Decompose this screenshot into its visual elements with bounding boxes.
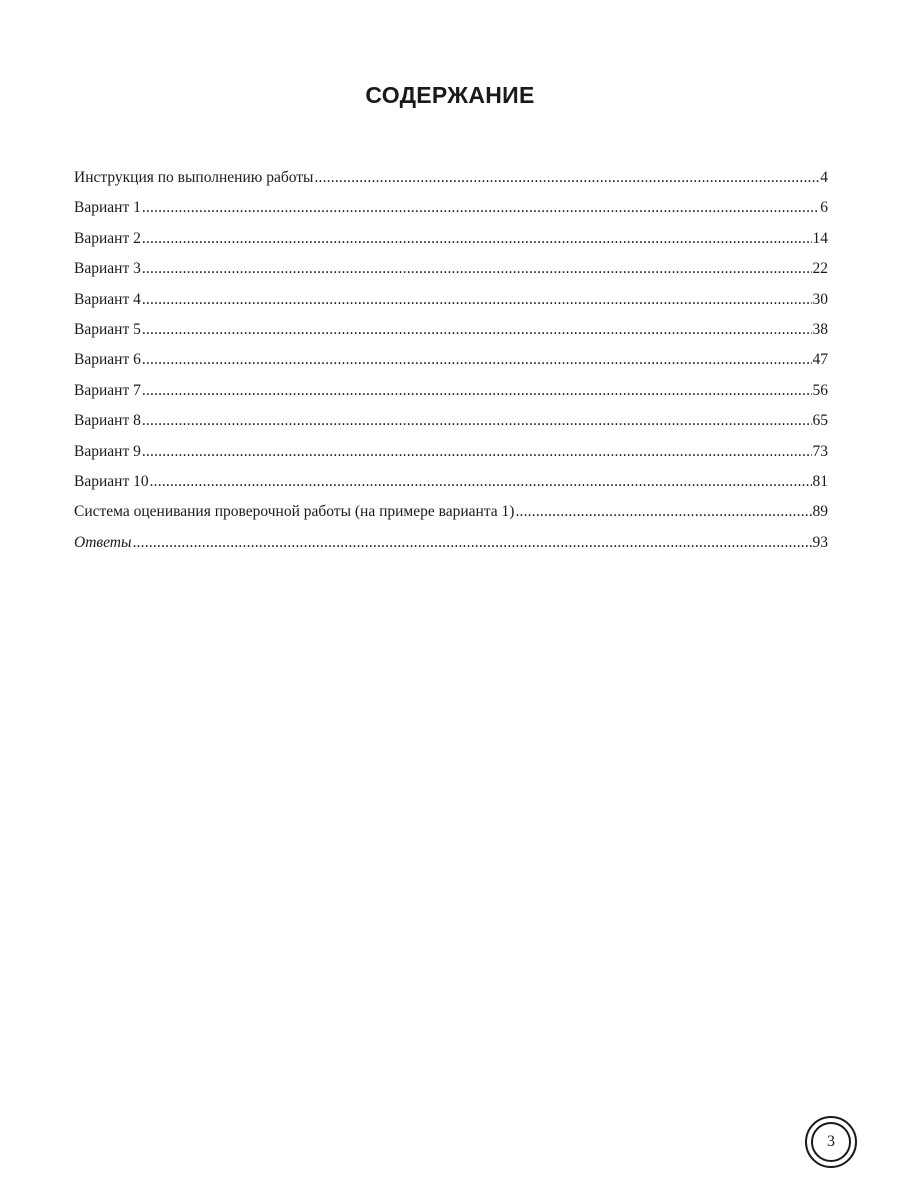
- toc-entry-label: Вариант 4: [74, 290, 141, 308]
- toc-entry-page: 56: [812, 381, 828, 399]
- toc-entry-label: Вариант 1: [74, 199, 141, 217]
- toc-entry-page: 73: [812, 442, 828, 460]
- toc-entry-variant-6[interactable]: [74, 345, 828, 375]
- dot-leader: [142, 224, 812, 254]
- dot-leader: [142, 315, 812, 345]
- toc-entry-variant-2[interactable]: [74, 224, 828, 254]
- toc-entry-variant-4[interactable]: [74, 285, 828, 315]
- toc-entry-label: Вариант 2: [74, 229, 141, 247]
- dot-leader: [142, 285, 812, 315]
- toc-entry-variant-8[interactable]: [74, 406, 828, 436]
- toc-entry-variant-7[interactable]: [74, 376, 828, 406]
- toc-entry-label: Инструкция по выполнению работы: [74, 169, 314, 186]
- toc-entry-variant-10[interactable]: [74, 467, 828, 497]
- toc-entry-variant-9[interactable]: [74, 437, 828, 467]
- toc-entry-label: Вариант 8: [74, 412, 141, 430]
- toc-entry-page: 14: [812, 229, 828, 247]
- toc-entry-label: Вариант 9: [74, 442, 141, 460]
- page-title: СОДЕРЖАНИЕ: [365, 82, 535, 108]
- dot-leader: [142, 437, 812, 467]
- toc-entry-grading-system[interactable]: [74, 497, 828, 527]
- toc-entry-page: 93: [812, 533, 828, 551]
- dot-leader: [142, 345, 812, 375]
- toc-entry-label: Ответы: [74, 533, 132, 551]
- page-number-badge: [805, 1116, 857, 1168]
- toc-entry-label: Вариант 5: [74, 320, 141, 338]
- dot-leader: [142, 254, 812, 284]
- dot-leader: [314, 163, 819, 193]
- dot-leader: [142, 406, 812, 436]
- toc-entry-page: 89: [812, 503, 828, 521]
- toc-entry-label: Система оценивания проверочной работы (на примере варианта 1): [74, 503, 515, 521]
- toc-entry-page: 47: [812, 351, 828, 369]
- toc-entry-page: 22: [812, 260, 828, 278]
- toc-entry-page: 30: [812, 290, 828, 308]
- toc-entry-answers[interactable]: [74, 528, 828, 558]
- toc-entry-label: Вариант 3: [74, 260, 141, 278]
- dot-leader: [142, 376, 812, 406]
- toc-entry-page: 65: [812, 412, 828, 430]
- toc-entry-page: 4: [820, 169, 828, 186]
- dot-leader: [150, 467, 812, 497]
- toc-entry-label: Вариант 7: [74, 381, 141, 399]
- toc-entry-variant-1[interactable]: [74, 193, 828, 223]
- dot-leader: [132, 528, 811, 558]
- toc-entry-variant-5[interactable]: [74, 315, 828, 345]
- dot-leader: [515, 497, 811, 527]
- toc-entry-page: 6: [820, 199, 828, 217]
- toc-entry-label: Вариант 6: [74, 351, 141, 369]
- table-of-contents: [74, 163, 828, 558]
- toc-entry-instructions[interactable]: [74, 163, 828, 193]
- dot-leader: [142, 193, 819, 223]
- toc-entry-page: 38: [812, 320, 828, 338]
- toc-entry-variant-3[interactable]: [74, 254, 828, 284]
- page-number: 3: [811, 1122, 851, 1162]
- toc-entry-page: 81: [812, 472, 828, 490]
- toc-entry-label: Вариант 10: [74, 472, 149, 490]
